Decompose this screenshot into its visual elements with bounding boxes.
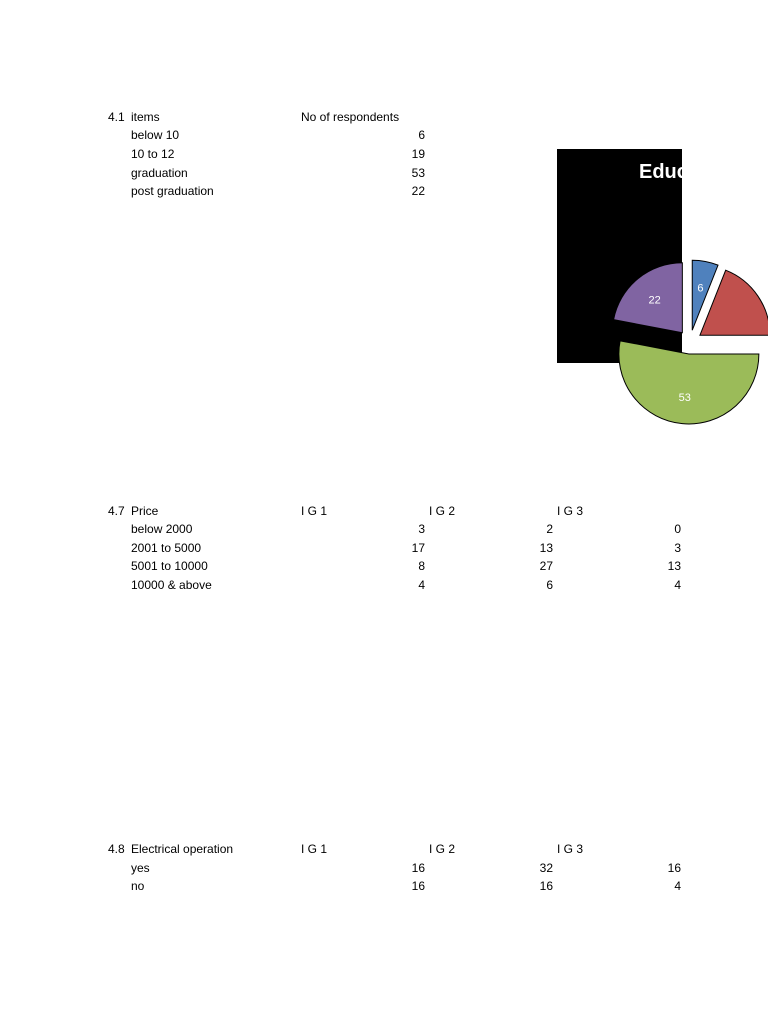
pie-slice-graduation bbox=[619, 341, 759, 424]
row-label: 2001 to 5000 bbox=[131, 541, 202, 555]
column-header: No of respondents bbox=[301, 110, 400, 124]
section-number: 4.8 bbox=[108, 842, 125, 856]
cell-value: 16 bbox=[411, 879, 425, 893]
section-heading: Price bbox=[131, 504, 159, 518]
column-header: I G 1 bbox=[301, 842, 328, 856]
column-header: I G 1 bbox=[301, 504, 328, 518]
cell-value: 16 bbox=[411, 861, 425, 875]
cell-value: 0 bbox=[674, 522, 681, 536]
cell-value: 4 bbox=[674, 879, 681, 893]
row-label: 10000 & above bbox=[131, 578, 212, 592]
row-label: yes bbox=[131, 861, 150, 875]
cell-value: 16 bbox=[667, 861, 681, 875]
cell-value: 32 bbox=[539, 861, 553, 875]
pie-data-label: 6 bbox=[697, 282, 704, 295]
column-header: I G 3 bbox=[557, 504, 584, 518]
row-label: no bbox=[131, 879, 145, 893]
cell-value: 2 bbox=[546, 522, 553, 536]
pie-data-label: 53 bbox=[678, 392, 691, 405]
row-label: 5001 to 10000 bbox=[131, 559, 208, 573]
chart-title: Educ bbox=[639, 161, 688, 183]
cell-value: 27 bbox=[539, 559, 553, 573]
column-header: I G 2 bbox=[429, 842, 456, 856]
row-value: 53 bbox=[411, 166, 425, 180]
cell-value: 4 bbox=[418, 578, 425, 592]
section-heading: Electrical operation bbox=[131, 842, 234, 856]
pie-data-label: 22 bbox=[648, 294, 661, 307]
section-number: 4.7 bbox=[108, 504, 125, 518]
column-header: I G 3 bbox=[557, 842, 584, 856]
section-number: 4.1 bbox=[108, 110, 125, 124]
row-value: 22 bbox=[411, 184, 425, 198]
cell-value: 13 bbox=[667, 559, 681, 573]
row-label: 10 to 12 bbox=[131, 147, 175, 161]
cell-value: 4 bbox=[674, 578, 681, 592]
row-label: below 2000 bbox=[131, 522, 193, 536]
cell-value: 6 bbox=[546, 578, 553, 592]
section-heading: items bbox=[131, 110, 160, 124]
cell-value: 17 bbox=[411, 541, 425, 555]
row-value: 19 bbox=[411, 147, 425, 161]
row-label: graduation bbox=[131, 166, 188, 180]
cell-value: 3 bbox=[418, 522, 425, 536]
education-pie-chart bbox=[557, 149, 704, 405]
row-label: below 10 bbox=[131, 128, 180, 142]
cell-value: 16 bbox=[539, 879, 553, 893]
cell-value: 8 bbox=[418, 559, 425, 573]
row-label: post graduation bbox=[131, 184, 214, 198]
cell-value: 13 bbox=[539, 541, 553, 555]
column-header: I G 2 bbox=[429, 504, 456, 518]
row-value: 6 bbox=[418, 128, 425, 142]
cell-value: 3 bbox=[674, 541, 681, 555]
